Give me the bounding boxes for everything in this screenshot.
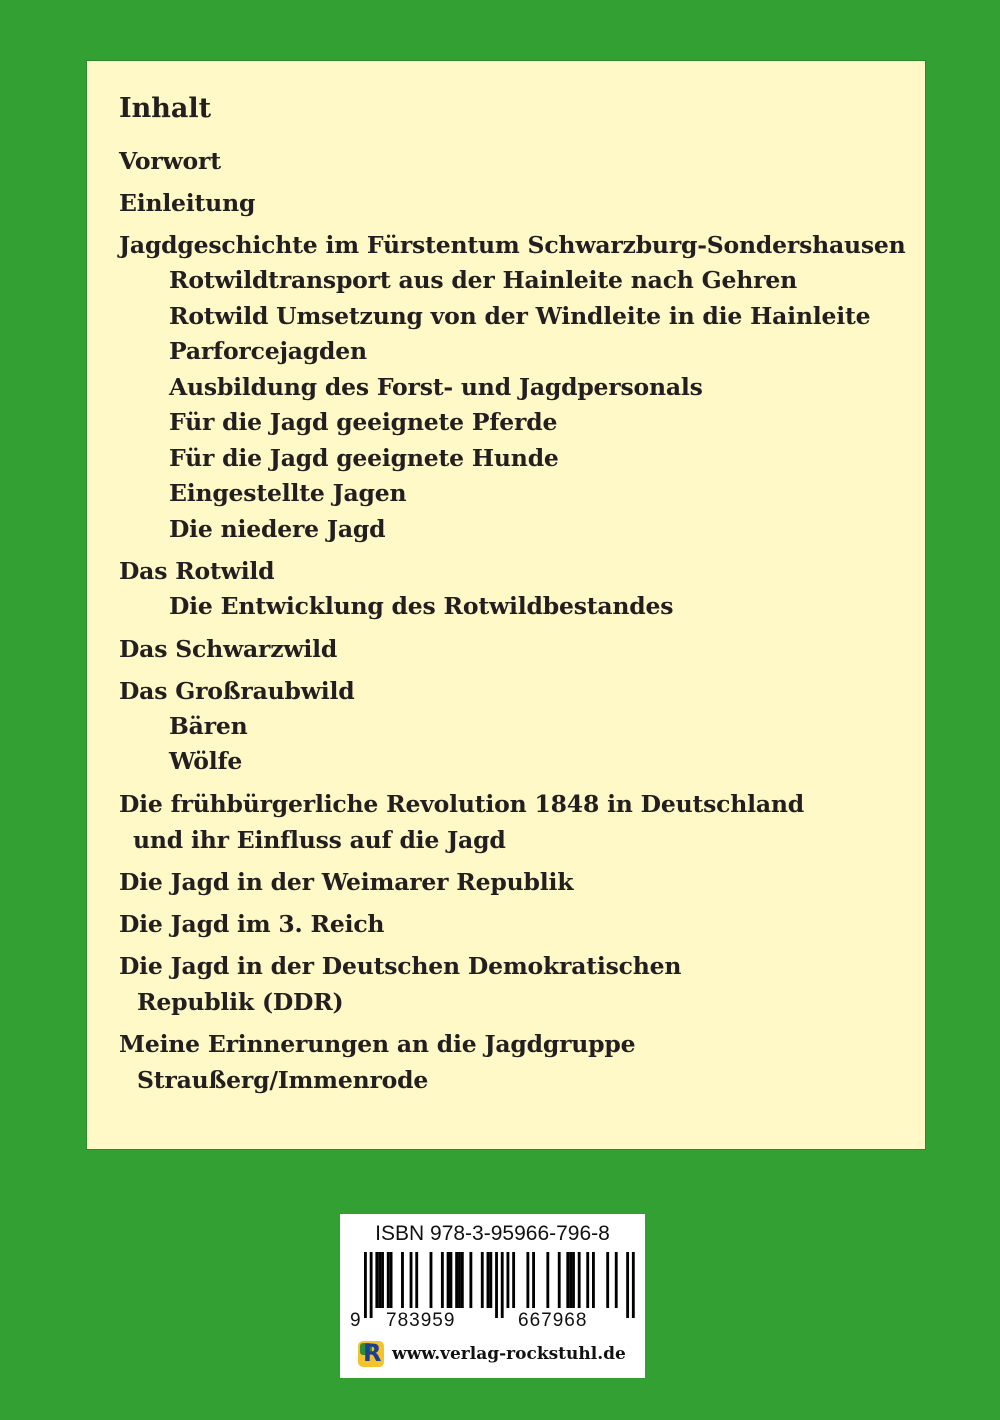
- barcode-bar: [375, 1252, 378, 1308]
- barcode-bar: [370, 1252, 373, 1318]
- toc-chapter: Vorwort: [119, 147, 221, 175]
- toc-entry: [119, 553, 915, 625]
- toc-subchapter: Wölfe: [169, 747, 243, 775]
- toc-chapter: Die Jagd in der Deutschen Demokratischen: [119, 951, 682, 980]
- toc-subchapter: Rotwild Umsetzung von der Windleite in die Hainleite: [169, 301, 871, 330]
- table-of-contents-panel: [86, 60, 926, 1150]
- barcode-bar: [489, 1252, 492, 1308]
- barcode-bar: [364, 1252, 367, 1318]
- barcode-bar: [532, 1252, 535, 1308]
- barcode-bar: [410, 1252, 413, 1308]
- barcode-bar: [592, 1252, 595, 1308]
- barcode-bar: [586, 1252, 589, 1308]
- toc-subchapter: Für die Jagd geeignete Hunde: [169, 443, 559, 472]
- toc-chapter: Einleitung: [119, 189, 256, 217]
- toc-subchapter: Parforcejagden: [169, 337, 367, 365]
- isbn-number: ISBN 978-3-95966-796-8: [375, 1222, 610, 1245]
- toc-entry: [119, 864, 915, 900]
- barcode-bar: [626, 1252, 629, 1318]
- toc-entry: [119, 143, 915, 179]
- barcode-digits-left: 783959: [386, 1310, 456, 1331]
- toc-entry: [119, 673, 915, 780]
- toc-subchapter: Die Entwicklung des Rotwildbestandes: [169, 592, 674, 620]
- barcode-bar: [615, 1252, 618, 1308]
- barcode-bar: [430, 1252, 433, 1308]
- toc-entry: [119, 906, 915, 942]
- barcode-bar: [461, 1252, 464, 1308]
- toc-subchapter: Für die Jagd geeignete Pferde: [169, 408, 558, 436]
- barcode-bar: [558, 1252, 561, 1308]
- toc-entry: [119, 631, 915, 667]
- toc-chapter: Das Großraubwild: [119, 676, 355, 705]
- barcode-bar: [458, 1252, 461, 1308]
- barcode-bar: [450, 1252, 453, 1308]
- barcode-bar: [481, 1252, 484, 1308]
- barcode-bar: [387, 1252, 390, 1308]
- isbn-barcode-label: [340, 1214, 645, 1378]
- toc-entry: [119, 185, 915, 221]
- toc-entry: [119, 1026, 915, 1098]
- toc-chapter: Das Rotwild: [119, 557, 275, 585]
- publisher-row: [358, 1338, 626, 1370]
- barcode-bar: [487, 1252, 490, 1308]
- barcode-bar: [526, 1252, 529, 1308]
- barcode-bar: [495, 1252, 498, 1318]
- barcode-bar: [469, 1252, 472, 1308]
- barcode-bar: [381, 1252, 384, 1308]
- toc-chapter-continuation: und ihr Einfluss auf die Jagd: [133, 825, 506, 854]
- toc-heading: Inhalt: [119, 93, 212, 124]
- barcode-bar: [546, 1252, 549, 1308]
- barcode-bar: [447, 1252, 450, 1308]
- barcode-bar: [566, 1252, 569, 1308]
- barcode-bar: [572, 1252, 575, 1308]
- barcode-bar: [455, 1252, 458, 1308]
- barcode-bar: [401, 1252, 404, 1308]
- toc-chapter: Die Jagd in der Weimarer Republik: [119, 867, 574, 896]
- barcode-bar: [501, 1252, 504, 1318]
- barcode-bar: [512, 1252, 515, 1308]
- toc-chapter-continuation: Republik (DDR): [137, 987, 344, 1016]
- toc-chapter: Jagdgeschichte im Fürstentum Schwarzburg-Sondershausen: [119, 231, 906, 259]
- toc-chapter: Das Schwarzwild: [119, 634, 338, 663]
- toc-subchapter: Rotwildtransport aus der Hainleite nach Gehren: [169, 266, 797, 294]
- barcode-icon: [350, 1252, 635, 1318]
- table-of-contents: [119, 87, 915, 1104]
- barcode-digits-right: 667968: [518, 1310, 588, 1331]
- toc-entry: [119, 948, 915, 1020]
- toc-chapter: Meine Erinnerungen an die Jagdgruppe: [119, 1029, 636, 1058]
- barcode-digit-first: 9: [350, 1310, 362, 1331]
- toc-chapter: Die Jagd im 3. Reich: [119, 909, 385, 938]
- toc-chapter: Die frühbürgerliche Revolution 1848 in Deutschland: [119, 789, 805, 818]
- toc-entry: [119, 227, 915, 547]
- barcode-bar: [390, 1252, 393, 1308]
- barcode-bar: [378, 1252, 381, 1308]
- toc-subchapter: Bären: [169, 711, 248, 740]
- barcode-bar: [578, 1252, 581, 1308]
- barcode-bar: [632, 1252, 635, 1318]
- publisher-url: www.verlag-rockstuhl.de: [392, 1344, 626, 1364]
- barcode-bar: [441, 1252, 444, 1308]
- toc-entry: [119, 786, 915, 858]
- barcode-bar: [606, 1252, 609, 1308]
- barcode-bar: [415, 1252, 418, 1308]
- toc-chapter-continuation: Straußerg/Immenrode: [137, 1065, 429, 1094]
- rockstuhl-logo-icon: [358, 1341, 384, 1367]
- barcode-bar: [569, 1252, 572, 1308]
- barcode-bar: [507, 1252, 510, 1308]
- toc-subchapter: Eingestellte Jagen: [169, 479, 407, 507]
- toc-subchapter: Ausbildung des Forst- und Jagdpersonals: [169, 372, 703, 401]
- toc-subchapter: Die niedere Jagd: [169, 514, 386, 543]
